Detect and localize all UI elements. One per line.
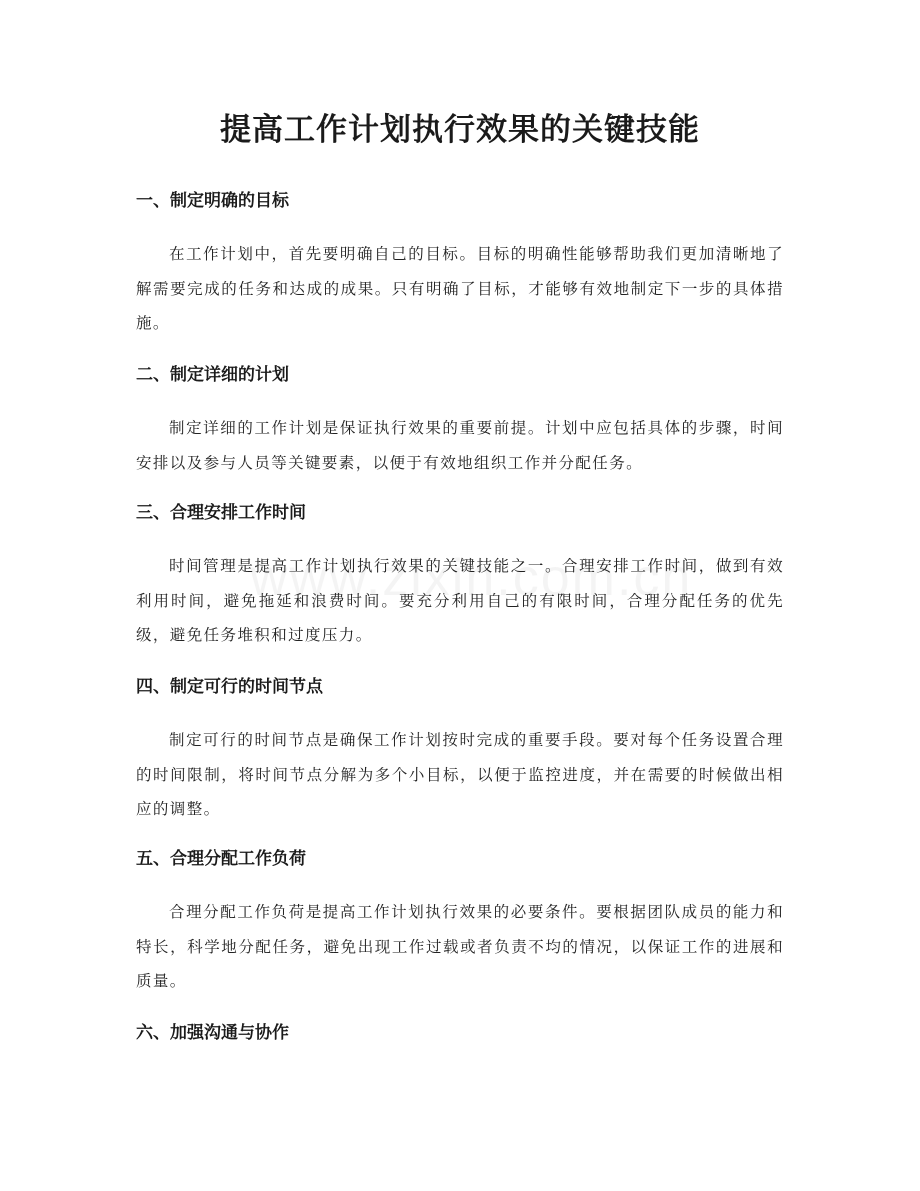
- section-heading: 一、制定明确的目标: [136, 191, 289, 211]
- section-paragraph: 在工作计划中，首先要明确自己的目标。目标的明确性能够帮助我们更加清晰地了解需要完成的任务和达成的成果。只有明确了目标，才能够有效地制定下一步的具体措施。: [136, 245, 784, 332]
- section-paragraph: 制定详细的工作计划是保证执行效果的重要前提。计划中应包括具体的步骤，时间安排以及参与人员等关键要素，以便于有效地组织工作并分配任务。: [136, 419, 784, 472]
- section-5: [136, 846, 784, 999]
- section-heading: 三、合理安排工作时间: [136, 503, 306, 523]
- section-heading: 四、制定可行的时间节点: [136, 677, 323, 697]
- section-6: [136, 1020, 784, 1046]
- section-heading: 五、合理分配工作负荷: [136, 849, 306, 869]
- section-4: [136, 674, 784, 827]
- section-paragraph: 时间管理是提高工作计划执行效果的关键技能之一。合理安排工作时间，做到有效利用时间，避免拖延和浪费时间。要充分利用自己的有限时间，合理分配任务的优先级，避免任务堆积和过度压力。: [136, 557, 784, 644]
- section-1: [136, 188, 784, 341]
- section-paragraph: 合理分配工作负荷是提高工作计划执行效果的必要条件。要根据团队成员的能力和特长，科学地分配任务，避免出现工作过载或者负责不均的情况，以保证工作的进展和质量。: [136, 903, 784, 990]
- section-heading: 六、加强沟通与协作: [136, 1023, 289, 1043]
- document-title: 提高工作计划执行效果的关键技能: [220, 112, 700, 148]
- section-3: [136, 500, 784, 653]
- section-2: [136, 362, 784, 480]
- section-heading: 二、制定详细的计划: [136, 365, 289, 385]
- section-paragraph: 制定可行的时间节点是确保工作计划按时完成的重要手段。要对每个任务设置合理的时间限制，将时间节点分解为多个小目标，以便于监控进度，并在需要的时候做出相应的调整。: [136, 731, 784, 818]
